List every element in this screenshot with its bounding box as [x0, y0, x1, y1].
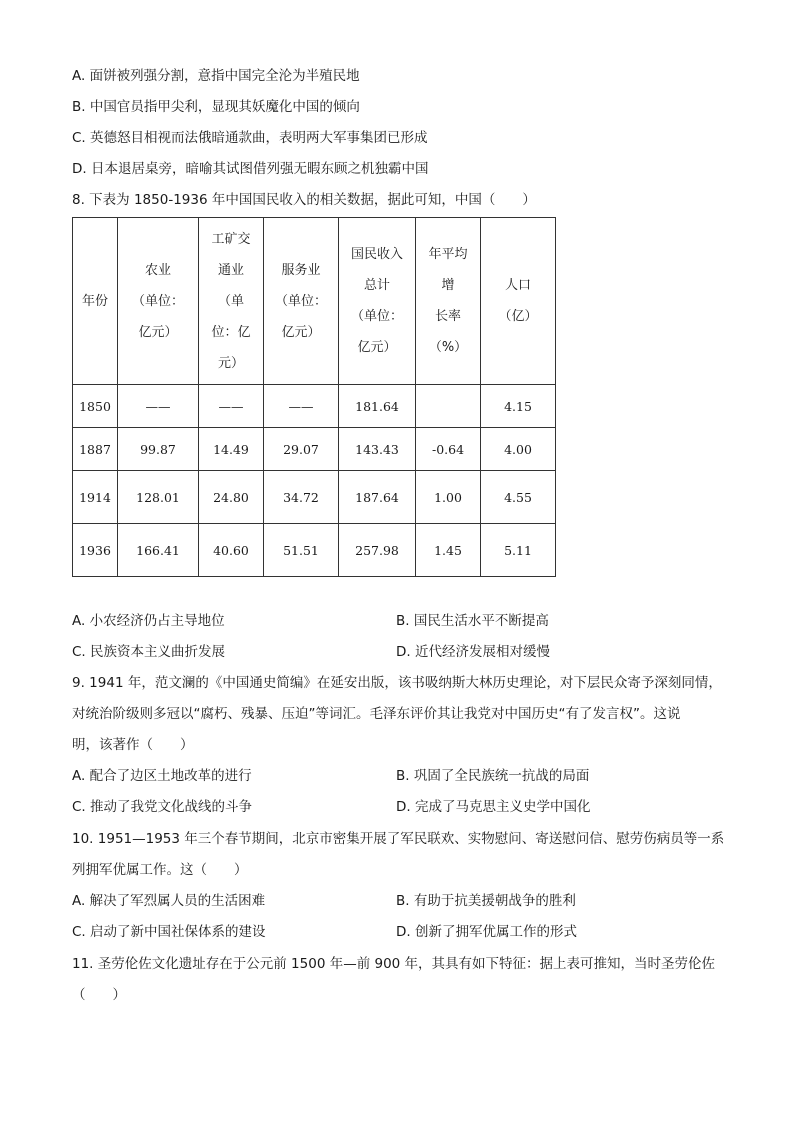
- cell-agriculture: 99.87: [118, 428, 199, 471]
- cell-agriculture: 166.41: [118, 524, 199, 577]
- cell-services: 51.51: [264, 524, 339, 577]
- cell-national-income: 187.64: [339, 471, 416, 524]
- header-line: 增: [441, 278, 455, 293]
- header-line: 年份: [81, 293, 108, 309]
- cell-agriculture: ——: [118, 385, 199, 428]
- q10-option-c: C. 启动了新中国社保体系的建设: [72, 924, 266, 940]
- header-year: [73, 218, 118, 385]
- q10-option-b: B. 有助于抗美援朝战争的胜利: [396, 893, 576, 909]
- cell-national-income: 257.98: [339, 524, 416, 577]
- q11-stem-line-1: 11. 圣劳伦佐文化遗址存在于公元前 1500 年—前 900 年，其具有如下特征：据上表可推知，当时圣劳伦佐: [72, 956, 716, 972]
- header-line: 年平均: [428, 247, 468, 262]
- header-line: 通业: [217, 262, 244, 278]
- header-line: 亿元）: [281, 324, 321, 340]
- header-line: （%）: [428, 340, 468, 355]
- header-line: （单: [217, 293, 244, 309]
- header-line: 服务业: [281, 262, 321, 278]
- cell-year: 1936: [73, 524, 118, 577]
- q10-stem-line-2: 列拥军优属工作。这（ ）: [72, 862, 248, 878]
- header-line: 亿元）: [357, 340, 397, 355]
- q9-stem-line-1: 9. 1941 年，范文澜的《中国通史简编》在延安出版，该书吸纳斯大林历史理论，对下层民众寄予深刻同情，: [72, 675, 722, 691]
- cell-agriculture: 128.01: [118, 471, 199, 524]
- cell-services: 29.07: [264, 428, 339, 471]
- q7-option-a: A. 面饼被列强分割，意指中国完全沦为半殖民地: [72, 68, 360, 84]
- q8-stem: 8. 下表为 1850-1936 年中国国民收入的相关数据，据此可知，中国（ ）: [72, 192, 536, 208]
- cell-national-income: 143.43: [339, 428, 416, 471]
- q9-option-b: B. 巩固了全民族统一抗战的局面: [396, 768, 590, 784]
- header-agriculture: [118, 218, 199, 385]
- cell-population: 5.11: [481, 524, 556, 577]
- q8-option-c: C. 民族资本主义曲折发展: [72, 644, 226, 660]
- q7-option-b: B. 中国官员指甲尖利，显现其妖魔化中国的倾向: [72, 99, 360, 115]
- cell-industry: 14.49: [199, 428, 264, 471]
- q10-option-d: D. 创新了拥军优属工作的形式: [396, 924, 577, 940]
- header-line: 工矿交: [211, 231, 251, 247]
- income-table: [72, 217, 556, 577]
- cell-population: 4.55: [481, 471, 556, 524]
- header-line: 元）: [217, 355, 244, 371]
- header-line: （单位：: [350, 309, 403, 324]
- table-header-row: [73, 218, 556, 385]
- cell-national-income: 181.64: [339, 385, 416, 428]
- header-line: 农业: [144, 262, 171, 278]
- q9-option-a: A. 配合了边区土地改革的进行: [72, 768, 252, 784]
- cell-population: 4.15: [481, 385, 556, 428]
- cell-services: ——: [264, 385, 339, 428]
- q7-option-d: D. 日本退居桌旁，暗喻其试图借列强无暇东顾之机独霸中国: [72, 161, 429, 177]
- header-line: 长率: [434, 309, 461, 324]
- header-line: （亿）: [498, 309, 538, 324]
- cell-population: 4.00: [481, 428, 556, 471]
- cell-growth-rate: [416, 385, 481, 428]
- table-row: [73, 524, 556, 577]
- q8-option-b: B. 国民生活水平不断提高: [396, 613, 549, 629]
- q8-option-d: D. 近代经济发展相对缓慢: [396, 644, 550, 660]
- table-row: [73, 385, 556, 428]
- header-national-income: [339, 218, 416, 385]
- cell-year: 1887: [73, 428, 118, 471]
- cell-growth-rate: 1.45: [416, 524, 481, 577]
- cell-industry: 40.60: [199, 524, 264, 577]
- q9-stem-line-3: 明，该著作（ ）: [72, 737, 194, 753]
- cell-growth-rate: 1.00: [416, 471, 481, 524]
- table-row: [73, 471, 556, 524]
- q11-stem-line-2: （ ）: [72, 987, 126, 1003]
- table-row: [73, 428, 556, 471]
- header-line: 人口: [504, 278, 531, 293]
- cell-industry: 24.80: [199, 471, 264, 524]
- cell-services: 34.72: [264, 471, 339, 524]
- header-line: 总计: [363, 278, 390, 293]
- header-population: [481, 218, 556, 385]
- q7-option-c: C. 英德怒目相视而法俄暗通款曲，表明两大军事集团已形成: [72, 130, 428, 146]
- header-services: [264, 218, 339, 385]
- cell-industry: ——: [199, 385, 264, 428]
- q9-stem-line-2: 对统治阶级则多冠以“腐朽、残暴、压迫”等词汇。毛泽东评价其让我党对中国历史“有了发言权”。这说: [72, 706, 681, 722]
- cell-year: 1914: [73, 471, 118, 524]
- q9-option-d: D. 完成了马克思主义史学中国化: [396, 799, 591, 815]
- q10-option-a: A. 解决了军烈属人员的生活困难: [72, 893, 266, 909]
- header-industry: [199, 218, 264, 385]
- q10-stem-line-1: 10. 1951—1953 年三个春节期间，北京市密集开展了军民联欢、实物慰问、寄送慰问信、慰劳伤病员等一系: [72, 831, 725, 847]
- header-line: 国民收入: [350, 247, 403, 262]
- header-line: 位：亿: [211, 324, 251, 340]
- cell-year: 1850: [73, 385, 118, 428]
- header-growth-rate: [416, 218, 481, 385]
- q9-option-c: C. 推动了我党文化战线的斗争: [72, 799, 253, 815]
- header-line: （单位：: [274, 293, 327, 309]
- cell-growth-rate: -0.64: [416, 428, 481, 471]
- header-line: 亿元）: [138, 324, 178, 340]
- header-line: （单位：: [131, 293, 184, 309]
- q8-option-a: A. 小农经济仍占主导地位: [72, 613, 225, 629]
